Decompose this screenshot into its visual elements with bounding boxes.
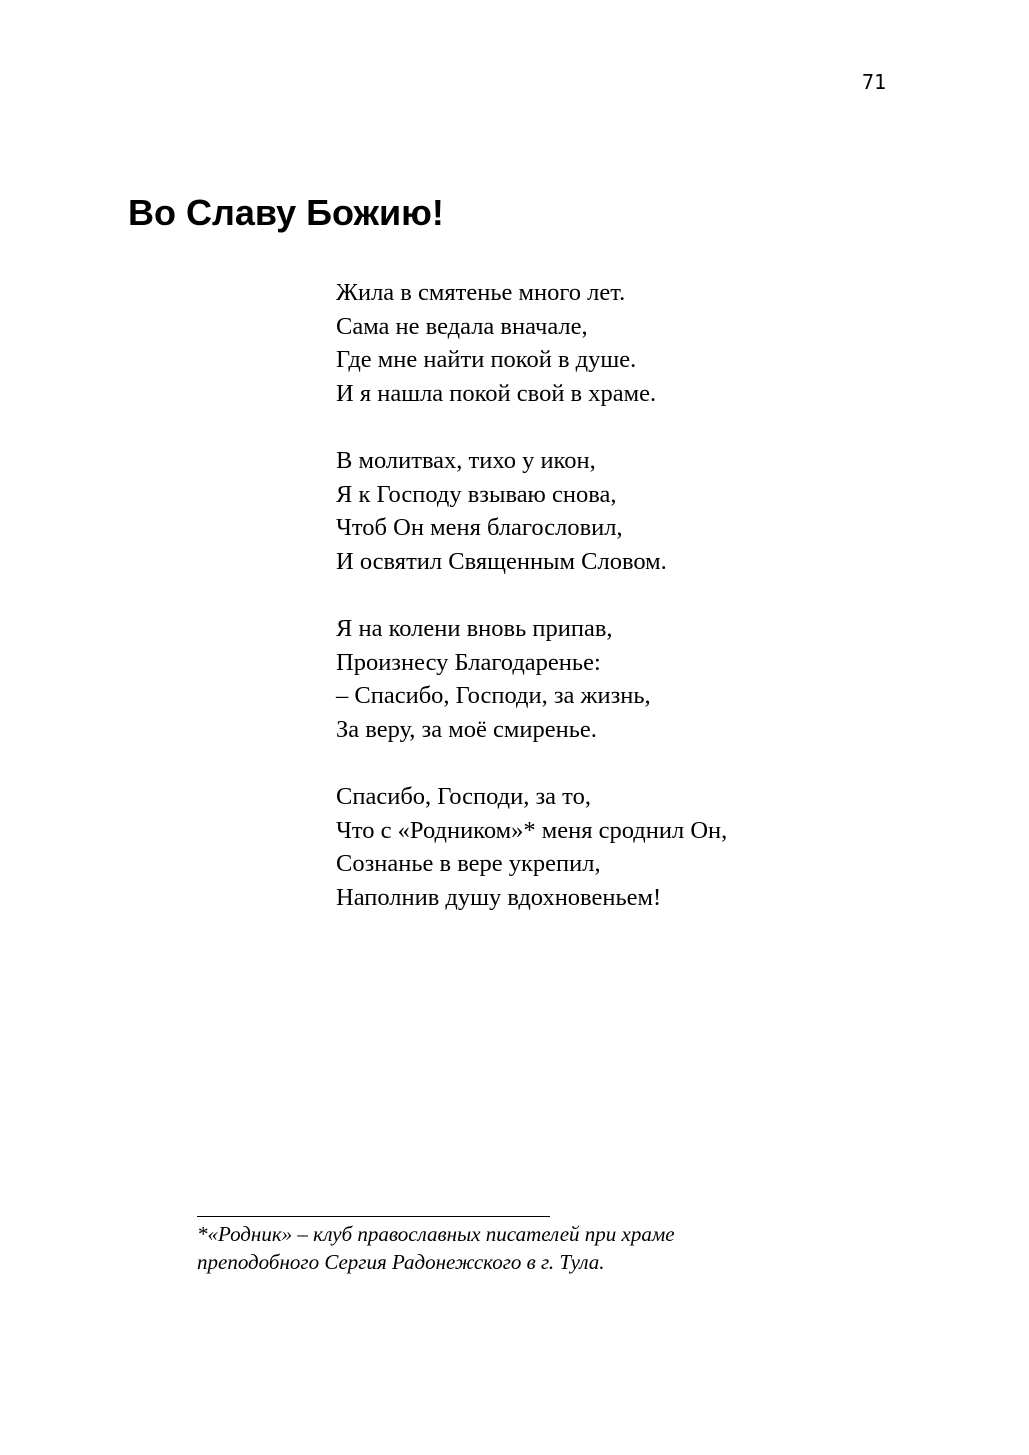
- poem-line: Спасибо, Господи, за то,: [336, 782, 591, 810]
- poem-line: Произнесу Благодаренье:: [336, 648, 601, 676]
- stanza: [336, 612, 727, 746]
- poem-line: – Спасибо, Господи, за жизнь,: [336, 682, 651, 710]
- poem-title: Во Славу Божию!: [128, 192, 444, 233]
- poem-line: Что с «Родником»* меня сроднил Он,: [336, 816, 728, 844]
- footnote-line: *«Родник» – клуб православных писателей при храме: [197, 1222, 675, 1246]
- poem-line: И освятил Священным Словом.: [336, 547, 667, 575]
- poem-line: Я к Господу взываю снова,: [336, 480, 617, 508]
- poem-line: Наполнив душу вдохновеньем!: [336, 883, 662, 911]
- footnote-line: преподобного Сергия Радонежского в г. Тула.: [197, 1250, 605, 1274]
- footnote-divider: [197, 1216, 550, 1217]
- stanza: [336, 780, 727, 914]
- page-number: 71: [862, 70, 887, 94]
- poem-line: Сама не ведала вначале,: [336, 312, 588, 340]
- poem-line: Я на колени вновь припав,: [336, 614, 613, 642]
- poem-line: В молитвах, тихо у икон,: [336, 446, 596, 474]
- stanza: [336, 444, 727, 578]
- poem-line: И я нашла покой свой в храме.: [336, 379, 657, 407]
- poem-line: Сознанье в вере укрепил,: [336, 850, 601, 878]
- stanza: [336, 276, 727, 410]
- poem-line: Чтоб Он меня благословил,: [336, 514, 623, 542]
- footnote: [197, 1220, 675, 1276]
- poem-line: За веру, за моё смиренье.: [336, 715, 597, 743]
- poem-line: Жила в смятенье много лет.: [336, 279, 626, 306]
- poem-body: [336, 276, 727, 948]
- poem-line: Где мне найти покой в душе.: [336, 346, 637, 374]
